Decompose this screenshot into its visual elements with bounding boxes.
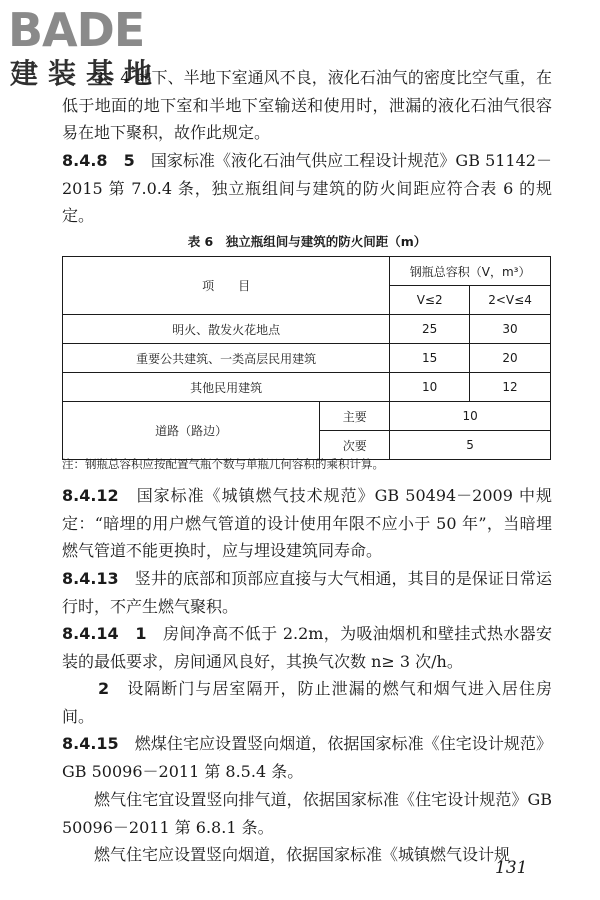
- logo-subtitle: 建装基地: [10, 57, 163, 90]
- paragraph-8-4-14-item-2: 2 设隔断门与居室隔开，防止泄漏的燃气和烟气进入居住房间。: [62, 679, 552, 726]
- row-label: 重要公共建筑、一类高层民用建筑: [63, 344, 390, 373]
- header-capacity: 钢瓶总容积（V，m³）: [390, 257, 551, 286]
- paragraph-8-4-8: 8.4.8 5 国家标准《液化石油气供应工程设计规范》GB 51142－2015 第 7.0.4 条，独立瓶组间与建筑的防火间距应符合表 6 的规定。: [62, 151, 552, 225]
- paragraph-8-4-14: 8.4.14 1 房间净高不低于 2.2m，为吸油烟机和壁挂式热水器安装的最低要求，房间通风良好，其换气次数 n≥ 3 次/h。: [62, 624, 552, 671]
- paragraph-3-4: 3、4 地下、半地下室通风不良，液化石油气的密度比空气重，在低于地面的地下室和半地下室输送和使用时，泄漏的液化石油气很容易在地下聚积，故作此规定。: [62, 68, 552, 142]
- row-value: 10: [390, 373, 470, 402]
- table-caption: 表 6 独立瓶组间与建筑的防火间距（m）: [187, 234, 427, 249]
- row-value: 20: [470, 344, 551, 373]
- road-minor-value: 5: [390, 431, 551, 460]
- table-row: [63, 402, 551, 431]
- road-minor-label: 次要: [320, 431, 390, 460]
- table-note: 注：钢瓶总容积应按配置气瓶个数与单瓶几何容积的乘积计算。: [62, 457, 384, 471]
- paragraph-8-4-12: 8.4.12 国家标准《城镇燃气技术规范》GB 50494－2009 中规定：“暗埋的用户燃气管道的设计使用年限不应小于 50 年”，当暗埋燃气管道不能更换时，应与埋设建筑同寿命。: [62, 486, 552, 560]
- row-value: 25: [390, 315, 470, 344]
- paragraph-exhaust-duct: 燃气住宅宜设置竖向排气道，依据国家标准《住宅设计规范》GB 50096－2011 第 6.8.1 条。: [62, 790, 552, 837]
- logo-wordmark: BADE: [8, 3, 145, 57]
- paragraph-8-4-15: 8.4.15 燃煤住宅应设置竖向烟道，依据国家标准《住宅设计规范》GB 50096－2011 第 8.5.4 条。: [62, 734, 552, 781]
- row-label: 其他民用建筑: [63, 373, 390, 402]
- page-number: 131: [495, 858, 528, 878]
- row-value: 12: [470, 373, 551, 402]
- row-value: 30: [470, 315, 551, 344]
- row-label: 明火、散发火花地点: [63, 315, 390, 344]
- row-value: 15: [390, 344, 470, 373]
- road-main-label: 主要: [320, 402, 390, 431]
- paragraph-8-4-13: 8.4.13 竖井的底部和顶部应直接与大气相通，其目的是保证日常运行时，不产生燃气聚积。: [62, 569, 552, 616]
- header-col2: 2<V≤4: [470, 286, 551, 315]
- table-row: [63, 344, 551, 373]
- header-item: 项 目: [63, 257, 390, 315]
- fire-distance-table: [62, 256, 551, 460]
- table-row: [63, 315, 551, 344]
- paragraph-flue: 燃气住宅应设置竖向烟道，依据国家标准《城镇燃气设计规: [94, 845, 511, 864]
- table-row: [63, 373, 551, 402]
- header-col1: V≤2: [390, 286, 470, 315]
- road-main-value: 10: [390, 402, 551, 431]
- road-label: 道路（路边）: [63, 402, 320, 460]
